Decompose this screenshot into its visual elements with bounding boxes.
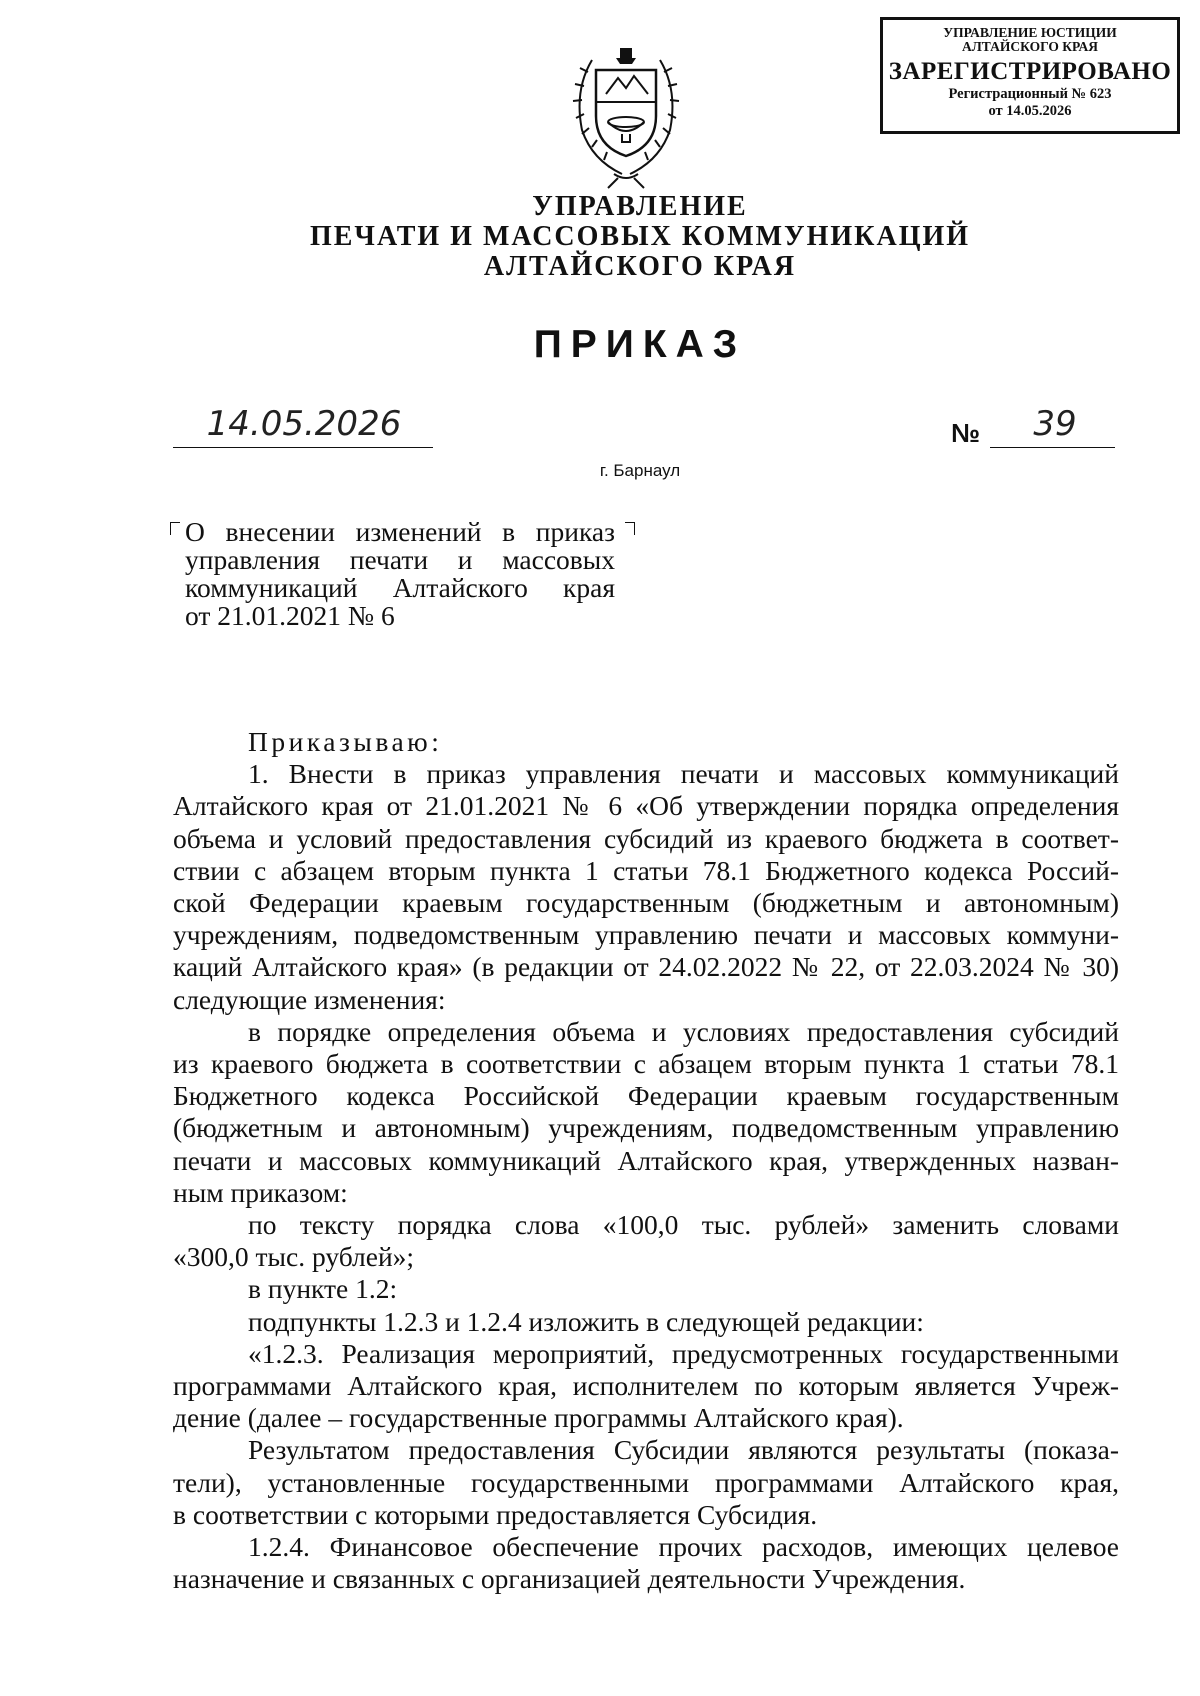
- order-date: 14.05.2026: [206, 404, 402, 444]
- body-line: 1. Внести в приказ управления печати и массовых коммуникаций: [248, 758, 1119, 790]
- order-lead: Приказываю:: [248, 726, 443, 757]
- subject-line: коммуникаций Алтайского края: [185, 572, 615, 603]
- organization-name-line: АЛТАЙСКОГО КРАЯ: [483, 251, 797, 282]
- body-line: подпункты 1.2.3 и 1.2.4 изложить в следующей редакции:: [248, 1305, 924, 1337]
- body-line: «300,0 тыс. рублей»;: [173, 1241, 415, 1273]
- body-line: Алтайского края от 21.01.2021 № 6 «Об утверждении порядка определения: [173, 790, 1119, 822]
- subject-corner-mark: [625, 522, 635, 535]
- organization-name-line: ПЕЧАТИ И МАССОВЫХ КОММУНИКАЦИЙ: [309, 221, 971, 252]
- body-line: каций Алтайского края» (в редакции от 24.02.2022 № 22, от 22.03.2024 № 30): [173, 951, 1119, 983]
- organization-name: [200, 192, 1080, 282]
- body-line: следующие изменения:: [173, 983, 446, 1015]
- stamp-authority-line: УПРАВЛЕНИЕ ЮСТИЦИИ: [943, 25, 1117, 40]
- body-line: объема и условий предоставления субсидий из краевого бюджета в соответ-: [173, 822, 1119, 854]
- body-line: в соответствии с которыми предоставляется Субсидия.: [173, 1498, 818, 1530]
- body-line: ствии с абзацем вторым пункта 1 статьи 78.1 Бюджетного кодекса Россий-: [173, 854, 1119, 886]
- body-line: Бюджетного кодекса Российской Федерации краевым государственным: [173, 1080, 1119, 1112]
- body-line: программами Алтайского края, исполнителем по которым является Учреж-: [173, 1370, 1119, 1401]
- body-line: «1.2.3. Реализация мероприятий, предусмотренных государственными: [248, 1337, 1119, 1369]
- stamp-status: ЗАРЕГИСТРИРОВАНО: [888, 58, 1172, 85]
- order-number: 39: [1033, 404, 1077, 444]
- body-line: дение (далее – государственные программы Алтайского края).: [173, 1402, 904, 1434]
- body-line: 1.2.4. Финансовое обеспечение прочих расходов, имеющих целевое: [248, 1531, 1119, 1562]
- body-line: назначение и связанных с организацией деятельности Учреждения.: [173, 1563, 966, 1595]
- body-line: по тексту порядка слова «100,0 тыс. рублей» заменить словами: [248, 1209, 1119, 1240]
- organization-name-line: УПРАВЛЕНИЕ: [532, 191, 748, 222]
- subject-line: от 21.01.2021 № 6: [185, 600, 395, 631]
- stamp-registration-number: Регистрационный № 623: [948, 86, 1112, 102]
- subject-line: О внесении изменений в приказ: [185, 516, 615, 547]
- subject-line: управления печати и массовых: [185, 544, 615, 575]
- body-line: ным приказом:: [173, 1176, 348, 1208]
- number-underline: [990, 447, 1115, 448]
- coat-of-arms-icon: [562, 42, 690, 192]
- stamp-authority: [883, 26, 1177, 54]
- city: г. Барнаул: [599, 461, 681, 480]
- stamp-authority-line: АЛТАЙСКОГО КРАЯ: [961, 39, 1099, 54]
- number-label: №: [951, 418, 980, 448]
- body-line: (бюджетным и автономным) учреждениям, подведомственным управлению: [173, 1112, 1119, 1144]
- body-line: в пункте 1.2:: [248, 1273, 398, 1305]
- body-line: ской Федерации краевым государственным (бюджетным и автономным): [173, 887, 1119, 918]
- registration-stamp: [880, 17, 1180, 134]
- document-type: ПРИКАЗ: [533, 323, 747, 366]
- body-line: Результатом предоставления Субсидии являются результаты (показа-: [248, 1434, 1119, 1466]
- subject-corner-mark: [170, 522, 180, 535]
- date-underline: [173, 447, 433, 448]
- body-line: тели), установленные государственными программами Алтайского края,: [173, 1466, 1119, 1498]
- body-line: печати и массовых коммуникаций Алтайского края, утвержденных назван-: [173, 1144, 1119, 1176]
- body-line: в порядке определения объема и условиях предоставления субсидий: [248, 1015, 1119, 1047]
- body-line: из краевого бюджета в соответствии с абзацем вторым пункта 1 статьи 78.1: [173, 1048, 1119, 1079]
- body-line: учреждениям, подведомственным управлению печати и массовых коммуни-: [173, 919, 1119, 951]
- stamp-date: от 14.05.2026: [988, 103, 1072, 119]
